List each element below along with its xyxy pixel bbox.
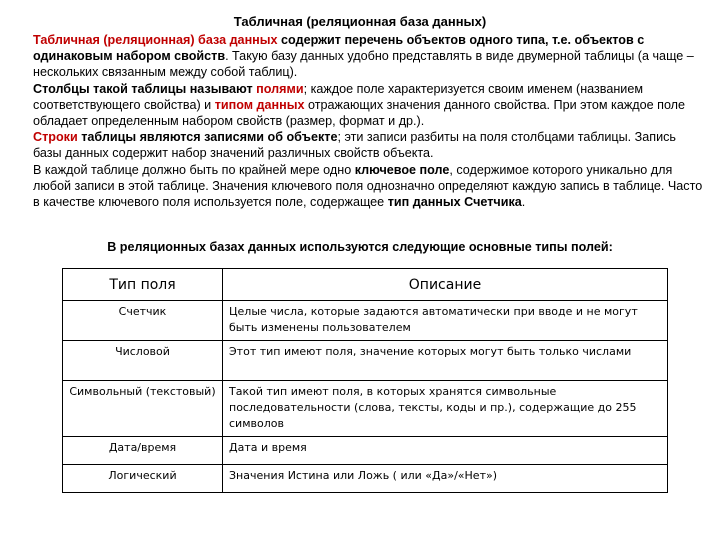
table-row (63, 465, 668, 493)
table-header-row (63, 269, 668, 301)
text-run: Строки (33, 130, 78, 145)
cell-type: Числовой (63, 341, 223, 381)
text-run: Столбцы такой таблицы называют (33, 81, 257, 96)
text-run: тип данных Счетчика (387, 195, 522, 210)
header-field-type: Тип поля (63, 269, 223, 301)
cell-type: Символьный (текстовый) (63, 381, 223, 437)
header-description: Описание (223, 269, 668, 301)
table-caption: В реляционных базах данных используются следующие основные типы полей: (107, 240, 613, 254)
cell-description: Такой тип имеют поля, в которых хранятся символьные последовательности (слова, тексты, коды и пр.), содержащие до 255 символов (223, 381, 668, 437)
text-run: содержит перечень (277, 33, 407, 47)
text-run: типом данных (214, 97, 305, 112)
field-types-table (62, 268, 668, 493)
cell-type: Дата/время (63, 437, 223, 465)
text-run: ключевое поле (354, 162, 450, 177)
cell-description: Значения Истина или Ложь ( или «Да»/«Нет») (223, 465, 668, 493)
table-row (63, 437, 668, 465)
text-run: записями об объекте (204, 130, 338, 145)
text-run: отражающих значения данного свойства. При этом каждое поле обладает определенным набором свойств (размер, формат и др.). (33, 97, 686, 129)
table-row (63, 341, 668, 381)
cell-description: Этот тип имеют поля, значение которых могут быть только числами (223, 341, 668, 381)
table-row (63, 301, 668, 341)
page-title: Табличная (реляционная база данных) (233, 14, 487, 29)
text-run: . (521, 195, 526, 210)
text-run: таблицы являются (77, 130, 205, 145)
cell-description: Целые числа, которые задаются автоматически при вводе и не могут быть изменены пользователем (223, 301, 668, 341)
text-run: . Такую базу данных удобно представлять в виде двумерной таблицы (а чаще – нескольких связанным между собой таблиц). (33, 49, 694, 80)
body-text (33, 32, 703, 210)
cell-type: Логический (63, 465, 223, 493)
cell-description: Дата и время (223, 437, 668, 465)
cell-type: Счетчик (63, 301, 223, 341)
text-run: полями (256, 81, 304, 96)
text-run: , содержимое которого уникально для любой записи в этой таблице. Значения ключевого поля однозначно определяют каждую запись в таблице. Часто в качестве ключевого поля используется поле, содержащее (33, 162, 703, 210)
text-run: В каждой таблице должно быть по крайней мере одно (33, 162, 355, 177)
text-run: Табличная (реляционная) база данных (33, 33, 278, 47)
table-row (63, 381, 668, 437)
text-run: ; каждое поле характеризуется своим именем (названием соответствующего свойства) и (33, 81, 643, 112)
text-run: объектов одного типа, т.е. объектов с одинаковым набором свойств (33, 33, 645, 64)
text-run: ; эти записи разбиты на поля столбцами таблицы. Запись базы данных содержит набор значений различных свойств объекта. (33, 130, 676, 161)
paragraph (33, 32, 703, 210)
